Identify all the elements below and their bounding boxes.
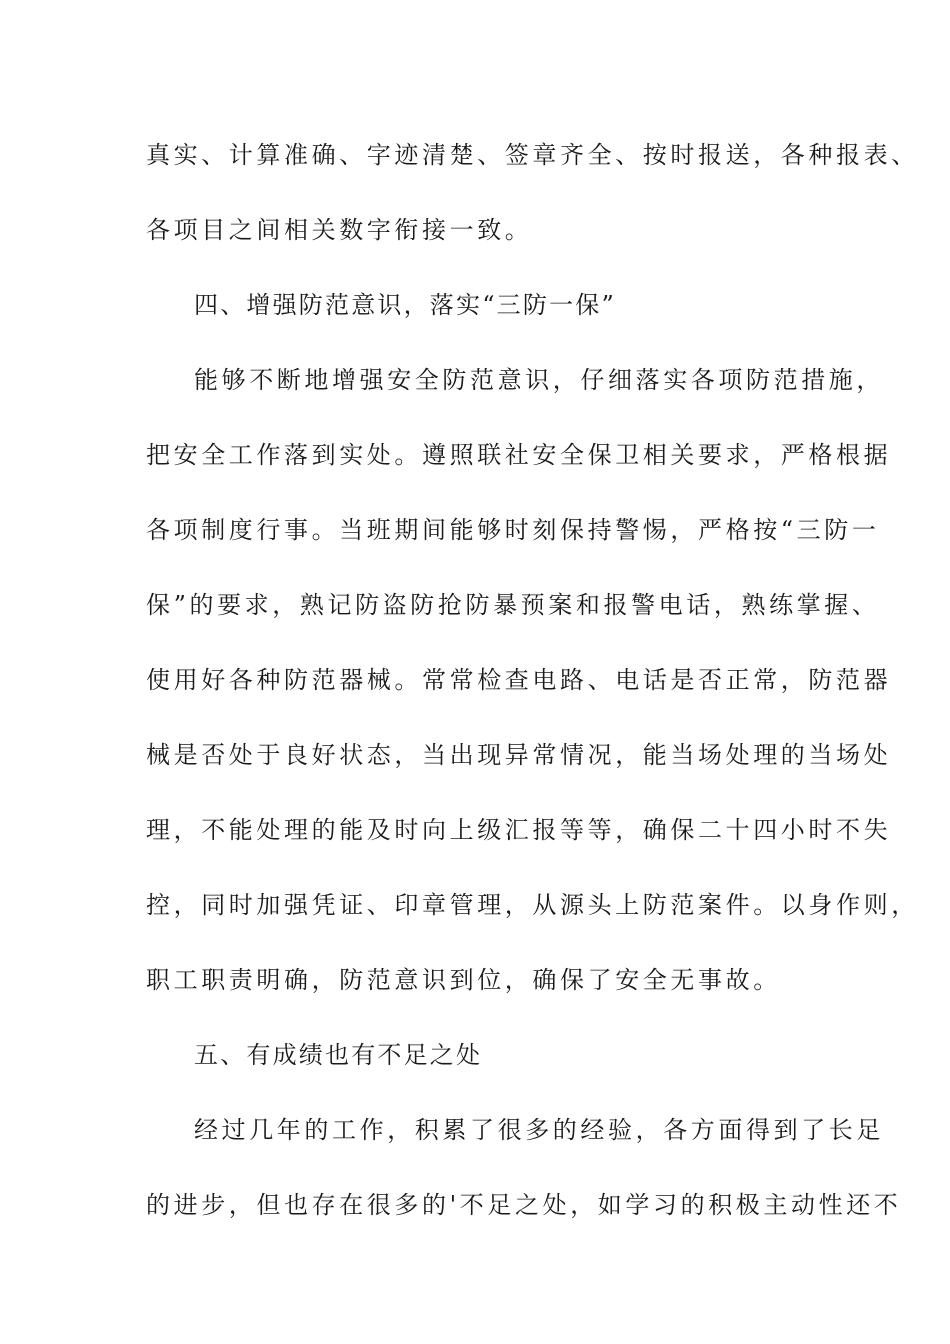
text-line: 把安全工作落到实处。遵照联社安全保卫相关要求，严格根据: [146, 441, 892, 469]
paragraph-first-line: 能够不断地增强安全防范意识，仔细落实各项防范措施，: [194, 366, 884, 394]
section-heading: 五、有成绩也有不足之处: [194, 1041, 483, 1069]
text-line: 职工职责明确，防范意识到位，确保了安全无事故。: [146, 966, 781, 994]
paragraph-first-line: 经过几年的工作，积累了很多的经验，各方面得到了长足: [194, 1116, 884, 1144]
text-line: 各项制度行事。当班期间能够时刻保持警惕，严格按“三防一: [146, 516, 880, 544]
text-line: 保”的要求，熟记防盗防抢防暴预案和报警电话，熟练掌握、: [146, 591, 880, 619]
text-line: 使用好各种防范器械。常常检查电路、电话是否正常，防范器: [146, 666, 892, 694]
text-line: 的进步，但也存在很多的'不足之处，如学习的积极主动性还不: [146, 1191, 902, 1219]
text-line: 各项目之间相关数字衔接一致。: [146, 216, 533, 244]
text-line: 理，不能处理的能及时向上级汇报等等，确保二十四小时不失: [146, 816, 892, 844]
text-line: 真实、计算准确、字迹清楚、签章齐全、按时报送，各种报表、: [146, 141, 919, 169]
text-line: 控，同时加强凭证、印章管理，从源头上防范案件。以身作则，: [146, 891, 919, 919]
text-line: 械是否处于良好状态，当出现异常情况，能当场处理的当场处: [146, 741, 892, 769]
section-heading: 四、增强防范意识，落实“三防一保”: [194, 291, 616, 319]
